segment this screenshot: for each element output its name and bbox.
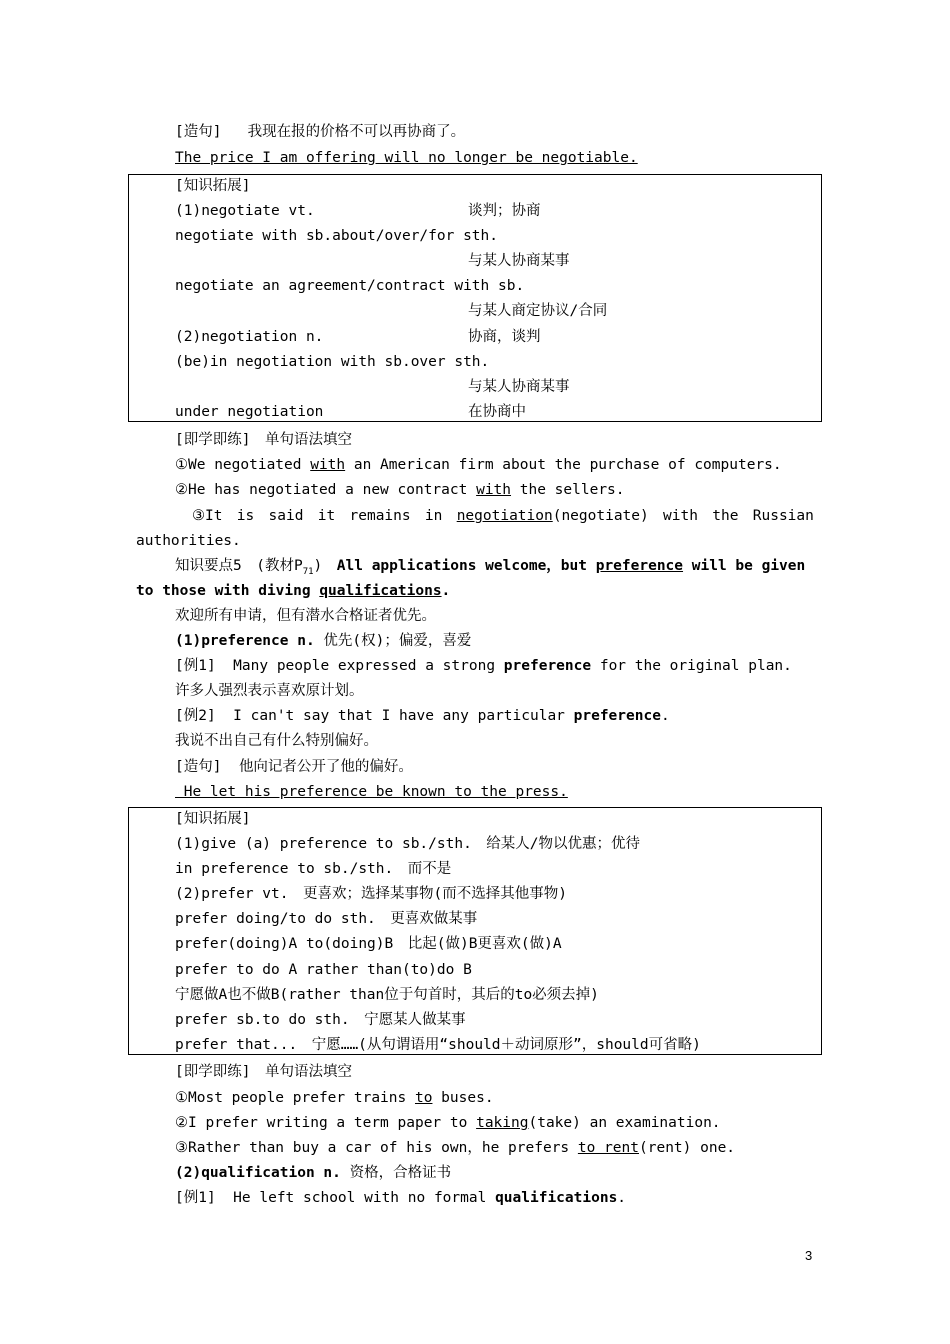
box2-line6: prefer to do A rather than(to)do B xyxy=(175,962,472,978)
preference-zaoju: [造句] 他向记者公开了他的偏好。 xyxy=(175,759,413,775)
zaoju-chinese: 我现在报的价格不可以再协商了。 xyxy=(247,124,466,140)
box2-line8: prefer sb.to do sth. 宁愿某人做某事 xyxy=(175,1012,466,1028)
box2-line4: prefer doing/to do sth. 更喜欢做某事 xyxy=(175,911,478,927)
preference-example1: [例1] Many people expressed a strong preference for the original plan. xyxy=(175,658,792,674)
box2-line9: prefer that... 宁愿……(从句谓语用“should＋动词原形”，should可省略) xyxy=(175,1037,701,1053)
qualification-head: (2)qualification n. 资格，合格证书 xyxy=(175,1165,452,1181)
exercise1-q3: ③It is said it remains in negotiation(negotiate) with the Russian xyxy=(192,508,814,524)
exercise2-title: [即学即练] 单句语法填空 xyxy=(175,1064,352,1080)
box2-line5: prefer(doing)A to(doing)B 比起(做)B更喜欢(做)A xyxy=(175,936,562,952)
answer-blank: with xyxy=(310,457,346,473)
answer-blank: negotiation xyxy=(456,508,553,524)
box1-row5-cn: 与某人协商某事 xyxy=(468,379,570,395)
answer-blank: to rent xyxy=(577,1140,639,1156)
preference-head: (1)preference n. 优先(权)；偏爱，喜爱 xyxy=(175,633,472,649)
box1-row1-cn: 谈判；协商 xyxy=(468,203,541,219)
exercise2-q1: ①Most people prefer trains to buses. xyxy=(175,1090,494,1106)
box1-row3-en: negotiate an agreement/contract with sb. xyxy=(175,278,525,294)
preference-example1-cn: 许多人强烈表示喜欢原计划。 xyxy=(175,683,364,699)
box2-line3: (2)prefer vt. 更喜欢；选择某事物(而不选择其他事物) xyxy=(175,886,567,902)
kp5-line: 知识要点5 (教材$P_{71}$) All applications welcome，but preference will be given xyxy=(175,558,806,577)
zaoju-line xyxy=(175,122,465,142)
answer-blank: taking xyxy=(476,1115,529,1131)
answer-blank: to xyxy=(414,1090,433,1106)
box1-row3-cn: 与某人商定协议/合同 xyxy=(468,303,608,319)
box1-row4-en: (2)negotiation n. xyxy=(175,329,324,345)
page-number: 3 xyxy=(805,1248,813,1263)
exercise1-q1: ①We negotiated with an American firm about the purchase of computers. xyxy=(175,457,782,473)
kp5-translation: 欢迎所有申请，但有潜水合格证者优先。 xyxy=(175,608,436,624)
exercise1-q2: ②He has negotiated a new contract with the sellers. xyxy=(175,482,625,498)
kp5-line2: to those with diving qualifications. xyxy=(136,583,451,599)
qualification-example1: [例1] He left school with no formal qualifications. xyxy=(175,1190,627,1206)
box2-line2: in preference to sb./sth. 而不是 xyxy=(175,861,452,877)
box1-row6-cn: 在协商中 xyxy=(468,404,526,420)
zaoju-label: [造句] xyxy=(175,124,222,140)
zaoju-answer: The price I am offering will no longer be negotiable. xyxy=(175,150,638,166)
box1-row2-cn: 与某人协商某事 xyxy=(468,253,570,269)
exercise2-q2: ②I prefer writing a term paper to taking(take) an examination. xyxy=(175,1115,721,1131)
answer-blank: with xyxy=(476,482,512,498)
box1-row1-en: (1)negotiate vt. xyxy=(175,203,315,219)
box1-title: [知识拓展] xyxy=(175,178,251,194)
exercise2-q3: ③Rather than buy a car of his own，he prefers to rent(rent) one. xyxy=(175,1140,736,1156)
exercise1-title: [即学即练] 单句语法填空 xyxy=(175,432,352,448)
preference-example2: [例2] I can't say that I have any particular preference. xyxy=(175,708,670,724)
box2-title: [知识拓展] xyxy=(175,811,251,827)
box1-row5-en: (be)in negotiation with sb.over sth. xyxy=(175,354,490,370)
box2-line1: (1)give (a) preference to sb./sth. 给某人/物以优惠；优待 xyxy=(175,836,641,852)
box2-line7: 宁愿做A也不做B(rather than位于句首时，其后的to必须去掉) xyxy=(175,987,599,1003)
preference-zaoju-answer: He let his preference be known to the press. xyxy=(175,784,568,800)
exercise1-q3-cont: authorities. xyxy=(136,533,241,549)
box1-row6-en: under negotiation xyxy=(175,404,324,420)
box1-row4-cn: 协商，谈判 xyxy=(468,329,541,345)
preference-example2-cn: 我说不出自己有什么特别偏好。 xyxy=(175,733,378,749)
box1-row2-en: negotiate with sb.about/over/for sth. xyxy=(175,228,499,244)
